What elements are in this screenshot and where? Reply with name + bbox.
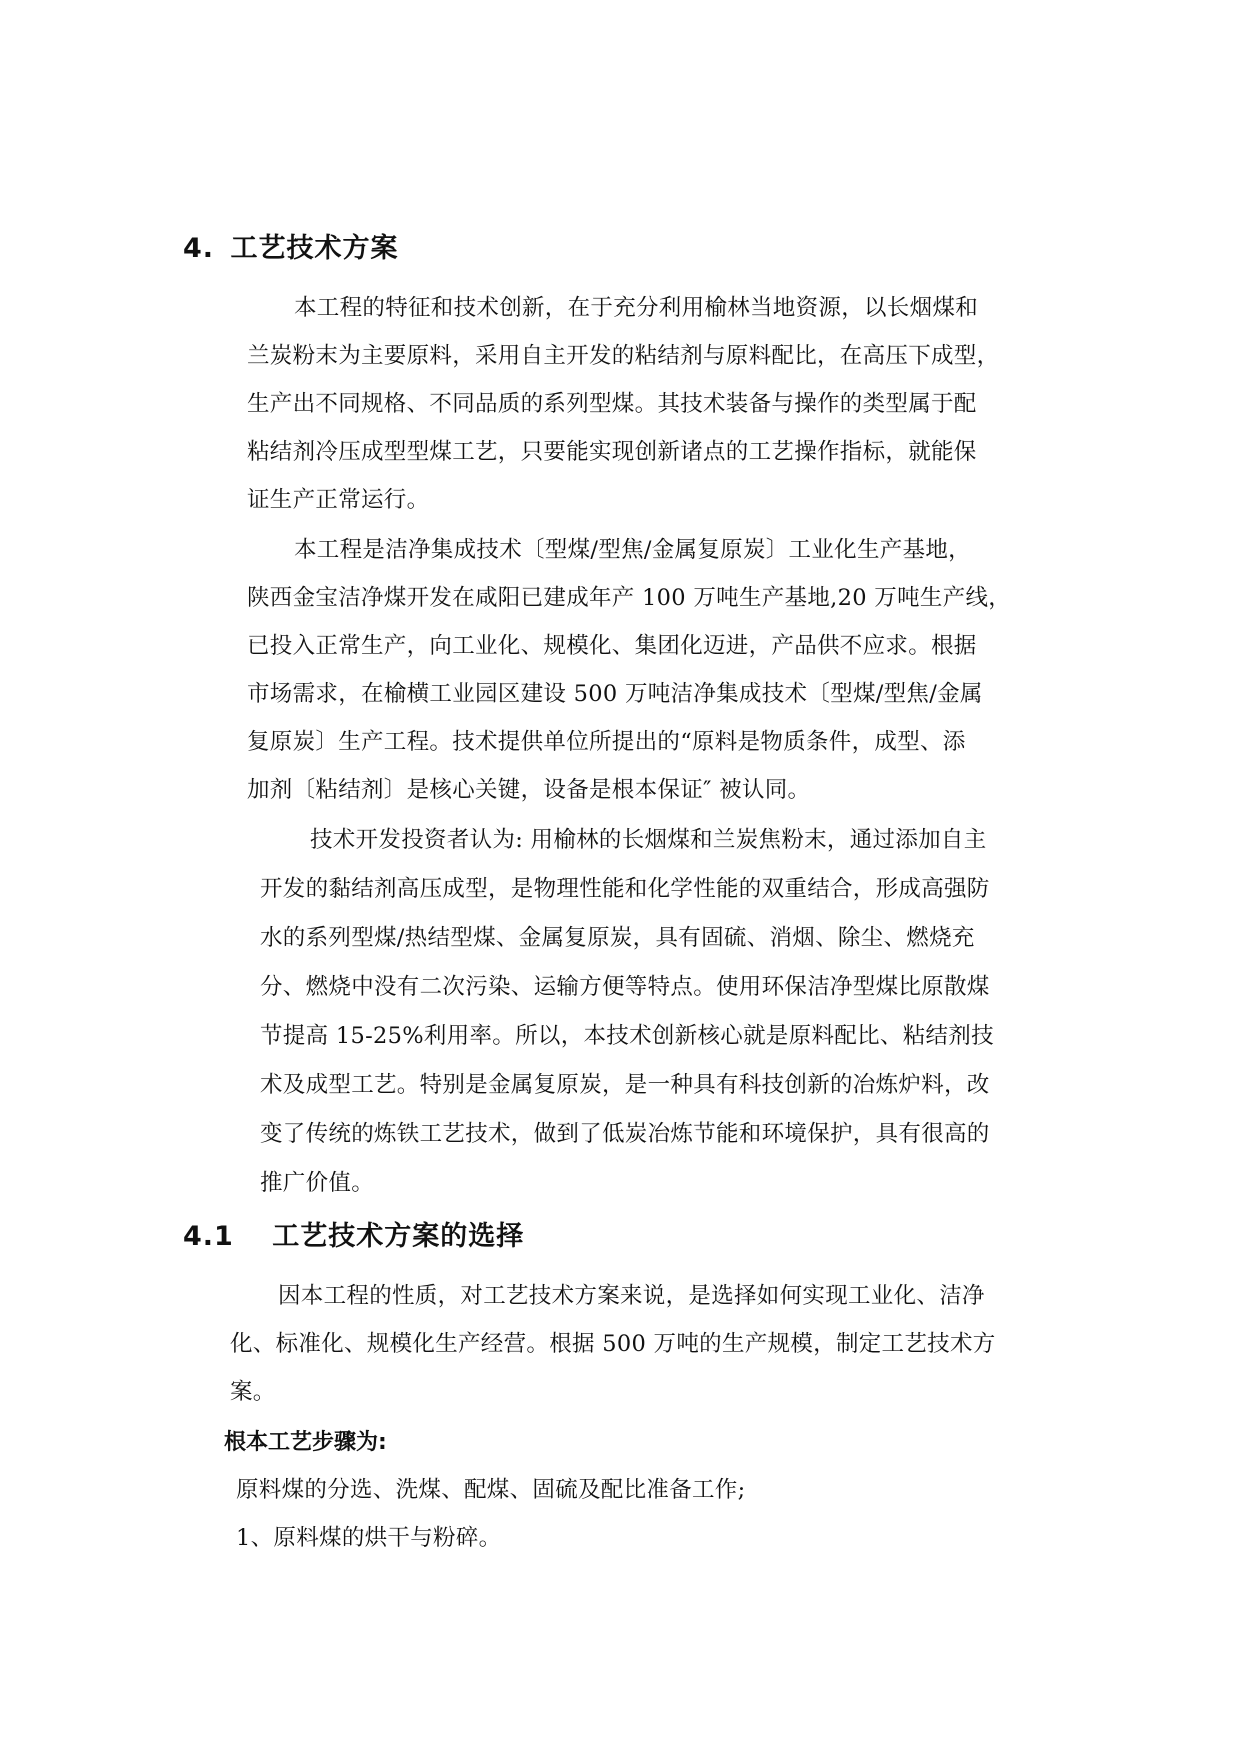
paragraph-line: 证生产正常运行。: [247, 487, 430, 513]
paragraph-line: 变了传统的炼铁工艺技术，做到了低炭冶炼节能和环境保护，具有很高的: [260, 1121, 990, 1147]
subsection-heading: [183, 1214, 524, 1253]
paragraph-line: 案。: [230, 1379, 276, 1405]
paragraph-line: 技术开发投资者认为: 用榆林的长烟煤和兰炭焦粉末，通过添加自主: [310, 827, 987, 853]
paragraph-line: 节提高 15-25%利用率。所以，本技术创新核心就是原料配比、粘结剂技: [260, 1023, 994, 1049]
paragraph-line: 生产出不同规格、不同品质的系列型煤。其技术装备与操作的类型属于配: [247, 391, 977, 417]
paragraph-line: 加剂〔粘结剂〕是核心关键，设备是根本保证″ 被认同。: [247, 777, 811, 803]
paragraph-line: 化、标准化、规模化生产经营。根据 500 万吨的生产规模，制定工艺技术方: [230, 1331, 996, 1357]
paragraph-line: 本工程是洁净集成技术〔型煤/型焦/金属复原炭〕工业化生产基地，: [294, 537, 971, 563]
section-number: 4.: [183, 233, 215, 264]
paragraph-line: 兰炭粉末为主要原料，采用自主开发的粘结剂与原料配比，在高压下成型，: [247, 343, 1000, 369]
paragraph-line: 术及成型工艺。特别是金属复原炭，是一种具有科技创新的冶炼炉料，改: [260, 1072, 990, 1098]
paragraph-line: 市场需求，在榆横工业园区建设 500 万吨洁净集成技术〔型煤/型焦/金属: [247, 681, 983, 707]
step-item: 1、原料煤的烘干与粉碎。: [236, 1525, 502, 1551]
paragraph-line: 陕西金宝洁净煤开发在咸阳已建成年产 100 万吨生产基地,20 万吨生产线，: [247, 585, 1012, 611]
paragraph-line: 本工程的特征和技术创新，在于充分利用榆林当地资源，以长烟煤和: [294, 295, 979, 321]
paragraph-line: 推广价值。: [260, 1170, 375, 1196]
step-item: 原料煤的分选、洗煤、配煤、固硫及配比准备工作;: [236, 1477, 746, 1503]
section-heading: [183, 226, 398, 265]
paragraph-line: 开发的黏结剂高压成型，是物理性能和化学性能的双重结合，形成高强防: [260, 876, 990, 902]
section-title: 工艺技术方案: [230, 233, 399, 264]
subsection-title: 工艺技术方案的选择: [272, 1221, 525, 1252]
paragraph-line: 水的系列型煤/热结型煤、金属复原炭，具有固硫、消烟、除尘、燃烧充: [260, 925, 975, 951]
paragraph-line: 已投入正常生产，向工业化、规模化、集团化迈进，产品供不应求。根据: [247, 633, 977, 659]
paragraph-line: 分、燃烧中没有二次污染、运输方便等特点。使用环保洁净型煤比原散煤: [260, 974, 990, 1000]
paragraph-line: 粘结剂冷压成型型煤工艺，只要能实现创新诸点的工艺操作指标，就能保: [247, 439, 977, 465]
steps-heading: 根本工艺步骤为:: [224, 1430, 387, 1455]
paragraph-line: 因本工程的性质，对工艺技术方案来说，是选择如何实现工业化、洁净: [278, 1283, 985, 1309]
subsection-number: 4.1: [183, 1221, 234, 1252]
paragraph-line: 复原炭〕生产工程。技术提供单位所提出的“原料是物质条件，成型、添: [247, 729, 966, 755]
